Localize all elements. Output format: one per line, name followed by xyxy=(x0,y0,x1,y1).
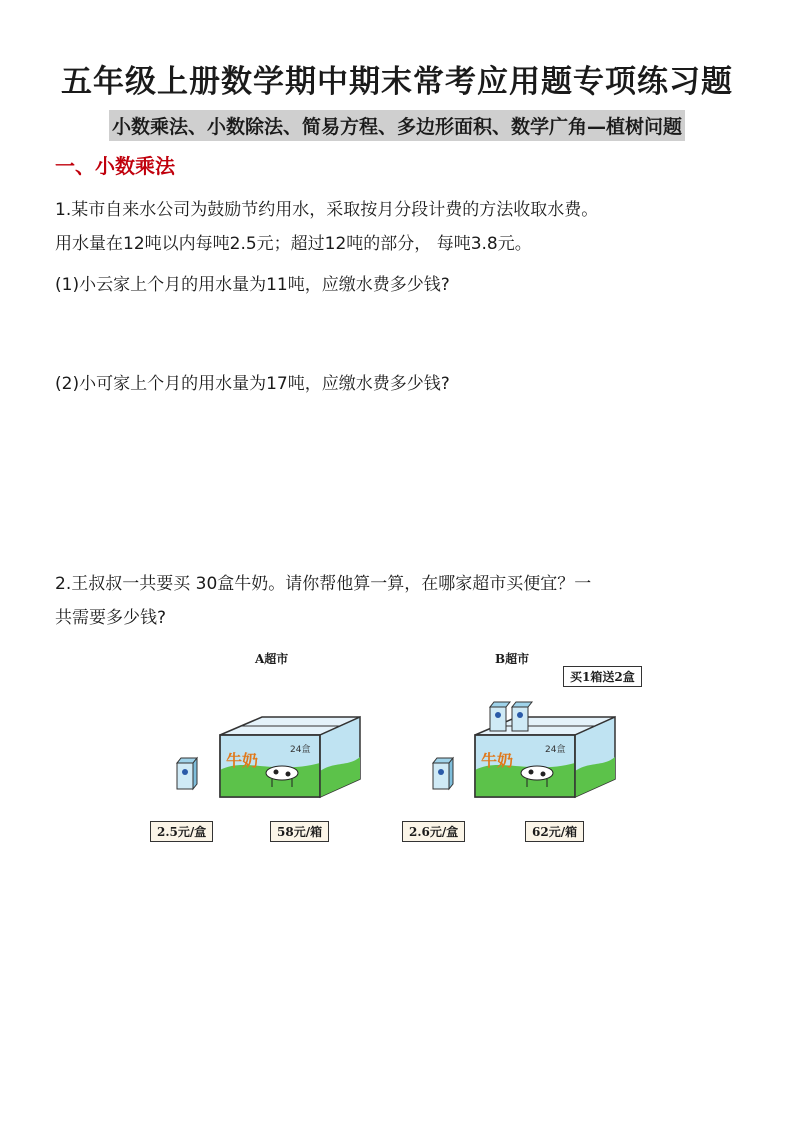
q2-line1: 2.王叔叔一共要买 30盒牛奶。请你帮他算一算，在哪家超市买便宜？一 xyxy=(55,574,592,594)
q1-line2: 用水量在12吨以内每吨2.5元；超过12吨的部分， 每吨3.8元。 xyxy=(55,234,532,254)
store-b-case-price: 62元/箱 xyxy=(525,821,584,842)
case-b-count-text: 24盒 xyxy=(545,745,566,755)
case-b-brand-text: 牛奶 xyxy=(481,751,514,770)
milk-carton-icon xyxy=(177,758,197,789)
store-a-label: A超市 xyxy=(255,652,289,666)
q2-line2: 共需要多少钱? xyxy=(55,608,167,628)
milk-carton-icon xyxy=(433,758,453,789)
store-b-label: B超市 xyxy=(495,652,530,666)
subtitle-topics xyxy=(0,110,794,141)
subtitle-text: 小数乘法、小数除法、简易方程、多边形面积、数学广角—植树问题 xyxy=(109,110,685,141)
store-a-case-price: 58元/箱 xyxy=(270,821,329,842)
store-b-box-price: 2.6元/盒 xyxy=(402,821,465,842)
q1-line1: 1.某市自来水公司为鼓励节约用水，采取按月分段计费的方法收取水费。 xyxy=(55,200,599,220)
case-a-brand-text: 牛奶 xyxy=(226,751,259,770)
page-title: 五年级上册数学期中期末常考应用题专项练习题 xyxy=(61,64,733,100)
q1-part2: (2)小可家上个月的用水量为17吨，应缴水费多少钱? xyxy=(55,374,450,394)
store-b-promo: 买1箱送2盒 xyxy=(563,666,642,687)
store-a-box-price: 2.5元/盒 xyxy=(150,821,213,842)
section-heading-decimal-multiplication: 一、小数乘法 xyxy=(55,154,175,178)
q1-part1: (1)小云家上个月的用水量为11吨，应缴水费多少钱? xyxy=(55,275,450,295)
milk-price-figure xyxy=(150,645,680,845)
case-a-count-text: 24盒 xyxy=(290,745,311,755)
